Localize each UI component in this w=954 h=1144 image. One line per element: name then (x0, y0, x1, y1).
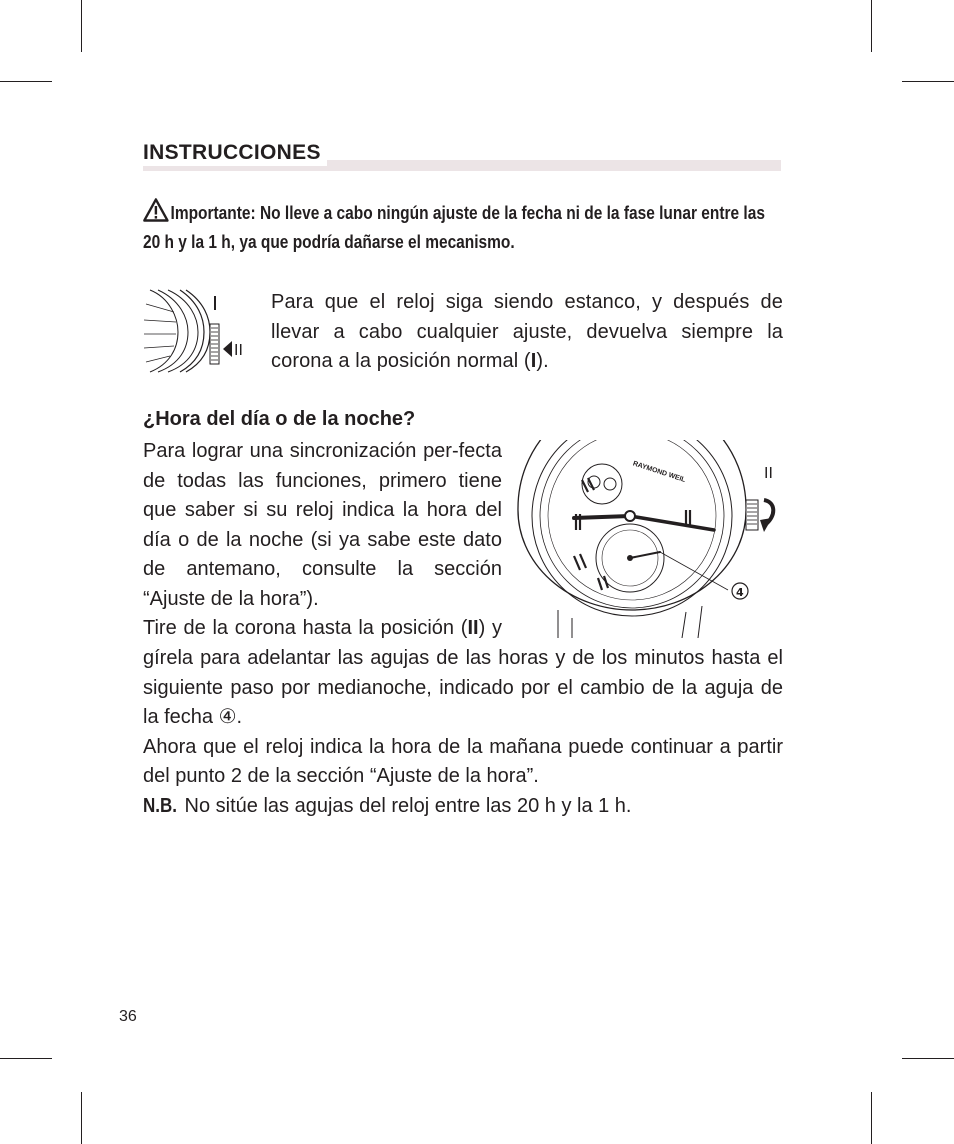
crown-pos-label: I (530, 350, 537, 372)
warning-triangle-icon (143, 198, 169, 222)
nb-text: No sitúe las agujas del reloj entre las 20 h y la 1 h. (179, 794, 632, 817)
hour-para2-cont: gírela para adelantar las agujas de las horas y de los minutos hasta el siguiente paso por medianoche, indicado por el cambio de la aguja de la fecha ④. (143, 647, 783, 728)
crop-mark (0, 1058, 52, 1059)
crop-mark (871, 0, 872, 52)
crown-text: Para que el reloj siga siendo estanco, y después de llevar a cabo cualquier ajuste, devuelva siempre la corona a la posición normal ( (271, 291, 783, 372)
hour-para2-mid: ) y (478, 617, 503, 639)
crown-position-figure (140, 288, 252, 374)
page-number: 36 (119, 1008, 137, 1025)
section-header (143, 140, 781, 172)
warning-text: No lleve a cabo ningún ajuste de la fecha ni de la fase lunar entre las 20 h y la 1 h, ya que podría dañarse el mecanismo. (143, 203, 765, 252)
hour-para2-start: Tire de la corona hasta la posición ( (143, 617, 468, 639)
warning-lead: Importante: (170, 203, 256, 223)
hour-section-title: ¿Hora del día o de la noche? (143, 408, 416, 430)
crop-mark (81, 0, 82, 52)
hour-para1-text: Para lograr una sincronización per-fecta de todas las funciones, primero tiene que saber si su reloj indica la hora del día o de la noche (si ya sabe este dato de antemano, consulte la sección “Ajuste de la hora”). (143, 440, 502, 610)
crop-mark (81, 1092, 82, 1144)
crop-mark (871, 1092, 872, 1144)
section-title: INSTRUCCIONES (143, 140, 327, 166)
nb-note (143, 792, 783, 822)
hour-paragraph-1 (143, 437, 502, 644)
crop-mark (0, 81, 52, 82)
crown-text-end: ). (536, 350, 549, 372)
crop-mark (902, 81, 954, 82)
watch-brand: RAYMOND WEIL (631, 460, 687, 484)
hour-paragraph-2 (143, 644, 783, 821)
hour-para2-line (143, 614, 502, 644)
crop-mark (902, 1058, 954, 1059)
warning-notice (143, 198, 783, 257)
watch-label-pos2: II (764, 465, 773, 482)
crown-label-pos2: II (234, 342, 243, 359)
crown-paragraph (271, 288, 783, 377)
hour-pos-label: II (467, 617, 479, 639)
hour-para3: Ahora que el reloj indica la hora de la mañana puede continuar a partir del punto 2 de la sección “Ajuste de la hora”. (143, 735, 783, 787)
nb-label: N.B. (143, 794, 177, 817)
watch-dial-figure (514, 440, 782, 638)
svg-text:4: 4 (736, 586, 744, 599)
